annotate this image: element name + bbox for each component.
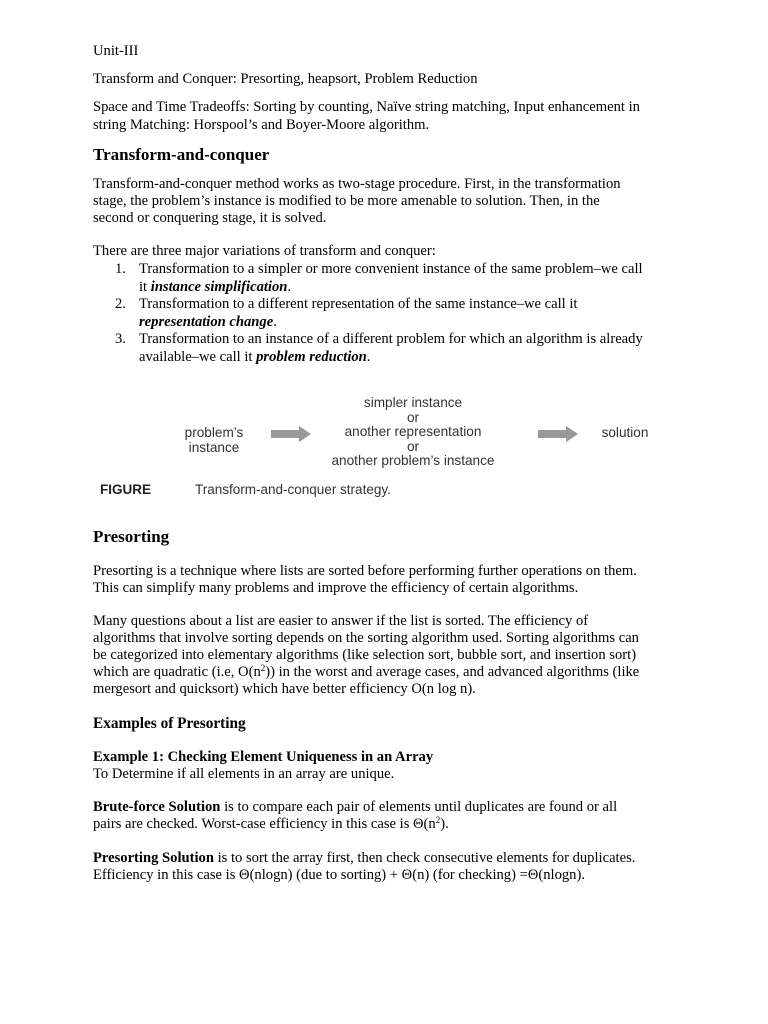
emphasis-term: problem reduction bbox=[256, 348, 367, 365]
unit-label: Unit-III bbox=[93, 43, 139, 59]
presorting-heading: Presorting bbox=[93, 527, 170, 546]
presorting-solution-line: Presorting Solution is to sort the array first, then check consecutive elements for duplicates. bbox=[93, 850, 636, 866]
examples-heading: Examples of Presorting bbox=[93, 715, 246, 732]
transform-conquer-figure bbox=[93, 392, 678, 504]
emphasis-term: instance simplification bbox=[150, 278, 288, 295]
variations-list bbox=[93, 261, 678, 366]
presort-para1-line: Presorting is a technique where lists are sorted before performing further operations on them. bbox=[93, 563, 637, 579]
example1-description: To Determine if all elements in an array are unique. bbox=[93, 766, 395, 782]
presort-para2-line: algorithms that involve sorting depends on the sorting algorithm used. Sorting algorithms can bbox=[93, 630, 639, 646]
topics-line-1: Transform and Conquer: Presorting, heapsort, Problem Reduction bbox=[93, 71, 478, 87]
example1-title: Example 1: Checking Element Uniqueness in an Array bbox=[93, 749, 434, 765]
tc-para-line: stage, the problem’s instance is modified to be more amenable to solution. Then, in the bbox=[93, 193, 600, 209]
figure-caption-text: Transform-and-conquer strategy. bbox=[195, 482, 391, 497]
tc-para-line: Transform-and-conquer method works as two-stage procedure. First, in the transformation bbox=[93, 176, 621, 192]
right-arrow-icon bbox=[538, 426, 580, 442]
presort-para1-line: This can simplify many problems and improve the efficiency of certain algorithms. bbox=[93, 580, 579, 596]
presort-para2-line: which are quadratic (i.e, $O(n^2)$) in the worst and average cases, and advanced algorithms (like bbox=[93, 663, 640, 680]
presort-para2-line: mergesort and quicksort) which have better efficiency O(n log n). bbox=[93, 681, 476, 697]
presorting-solution-line: Efficiency in this case is Θ(nlogn) (due to sorting) + Θ(n) (for checking) =Θ(nlogn). bbox=[93, 867, 585, 883]
figure-middle-label: simpler instance or another representation or another problem’s instance bbox=[331, 395, 495, 468]
brute-force-line: pairs are checked. Worst-case efficiency in this case is $\Theta(n^2)$. bbox=[93, 815, 449, 832]
figure-caption-tag: FIGURE bbox=[100, 482, 152, 497]
presorting-solution-label: Presorting Solution bbox=[93, 850, 214, 866]
tc-para-line: second or conquering stage, it is solved. bbox=[93, 210, 327, 226]
tc-heading: Transform-and-conquer bbox=[93, 145, 270, 164]
brute-force-label: Brute-force Solution bbox=[93, 799, 221, 815]
figure-problem-instance-label: problem’s instance bbox=[184, 425, 244, 455]
presort-para2-line: be categorized into elementary algorithms (like selection sort, bubble sort, and insertion sort) bbox=[93, 647, 637, 663]
topics-line-2b: string Matching: Horspool’s and Boyer-Moore algorithm. bbox=[93, 117, 430, 133]
right-arrow-icon bbox=[271, 426, 313, 442]
figure-solution-label: solution bbox=[601, 425, 649, 440]
emphasis-term: representation change bbox=[139, 313, 274, 330]
variations-intro: There are three major variations of transform and conquer: bbox=[93, 243, 436, 259]
presort-para2-line: Many questions about a list are easier to answer if the list is sorted. The efficiency of bbox=[93, 613, 589, 629]
list-item: 1. Transformation to a simpler or more convenient instance of the same problem–we call it instance simplification. bbox=[115, 261, 643, 295]
brute-force-line: Brute-force Solution is to compare each pair of elements until duplicates are found or all bbox=[93, 799, 618, 815]
list-item: 2. Transformation to a different representation of the same instance–we call it representation change. bbox=[115, 296, 578, 330]
topics-line-2a: Space and Time Tradeoffs: Sorting by counting, Naïve string matching, Input enhancement in bbox=[93, 99, 640, 115]
list-item: 3. Transformation to an instance of a different problem for which an algorithm is already available–we call it problem reduction. bbox=[115, 331, 643, 365]
